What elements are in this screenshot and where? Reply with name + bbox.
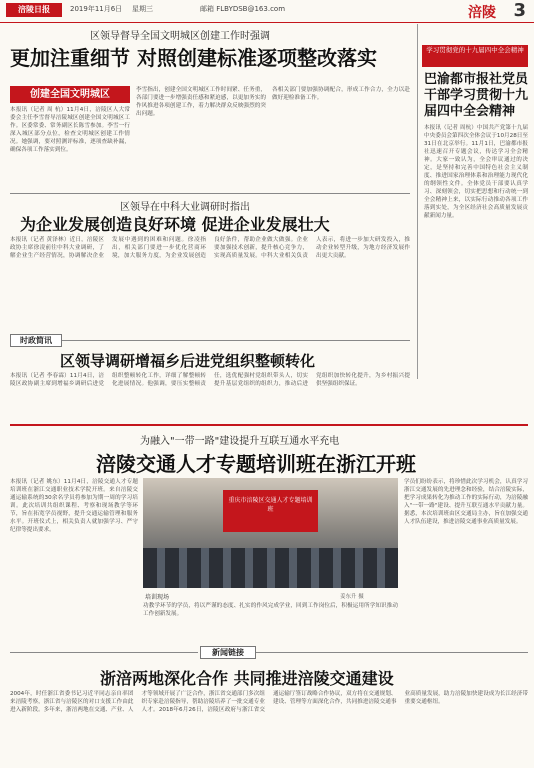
story4-body: 2004年，时任浙江省委书记习近平同志亲自率团来涪陵考察，浙江省与涪陵区的对口支援工作由此进入新阶段。多年来，浙涪两地在交通、产业、人才等领域开展了广泛合作，浙江省交通部门多次组织专家赴涪陵指导，帮助涪陵培养了一批交通专业人才。2018年6月26日，涪陵区政府与浙江省交通运输厅签订战略合作协议，双方将在交通规划、建设、管理等方面深化合作，共同推进涪陵交通事业高质量发展，助力涪陵加快建设成为长江经济带重要交通枢纽。: [10, 691, 528, 713]
story2-rule: [10, 193, 410, 194]
feature-photo-caption: 培训现场: [145, 594, 170, 601]
masthead: [0, 0, 534, 22]
feature-rule: [10, 424, 528, 426]
editor-email: 邮箱 FLBYDSB@163.com: [200, 5, 286, 13]
top-story-banner: 创建全国文明城区: [10, 86, 130, 103]
story2-headline: 为企业发展创造良好环境 促进企业发展壮大: [20, 215, 330, 234]
news-link-rule-right: [256, 652, 528, 653]
story4-headline: 浙涪两地深化合作 共同推进涪陵交通建设: [100, 669, 394, 688]
feature-photo: [143, 478, 398, 588]
sidebar-label: 学习贯彻党的十九届四中全会精神: [422, 45, 528, 67]
top-story-col-3: 各相关部门要加强协调配合，形成工作合力，全力以赴做好迎检准备工作。: [272, 87, 410, 101]
sidebar-divider: [417, 24, 418, 379]
feature-body-bottom: 功教学环节的学员，将以严谨的态度、扎实的作风完成学业，回到工作岗位后，积极运用所学知识推动工作创新发展。: [143, 603, 398, 617]
story2-kicker: 区领导在中科大业调研时指出: [120, 202, 250, 213]
photo-banner-text: 重庆市涪陵区交通人才专题培训班: [228, 497, 313, 513]
story3-body: 本报讯（记者 李春霖）11月4日，涪陵区政协副主席到增福乡调研后进党组织整顿转化工作，详细了解整顿转化进展情况。他强调，要压实整顿责任，选优配强村党组织带头人，切实提升基层党组织的组织力，推动后进党组织加快转化提升，为乡村振兴提供坚强组织保证。: [10, 373, 410, 387]
feature-headline: 涪陵交通人才专题培训班在浙江开班: [96, 452, 416, 476]
section-name: 涪陵: [468, 5, 496, 21]
issue-date: 2019年11月6日: [70, 5, 123, 13]
feature-photo-credit: 姜东升 摄: [340, 594, 364, 600]
masthead-rule: [0, 22, 534, 23]
top-story-kicker: 区领导督导全国文明城区创建工作时强调: [90, 31, 270, 42]
photo-banner-panel: [223, 490, 318, 532]
sidebar-body: 本报讯（记者 周杭）中国共产党第十九届中央委员会第四次全体会议于10月28日至31日在北京举行。11月1日，巴渝都市报社迅速召开专题会议，传达学习全会精神。大家一致认为，全会审议通过的决定，是坚持和完善中国特色社会主义制度、推进国家治理体系和治理能力现代化的纲领性文件。全体党员干部要认真学习、深刻领会，切实把思想和行动统一到全会精神上来，以实际行动推动各项工作落到实处，为全区经济社会高质量发展贡献新闻力量。: [424, 125, 528, 219]
top-story-headline: 更加注重细节 对照创建标准逐项整改落实: [10, 46, 377, 70]
page-number: 3: [513, 0, 526, 21]
column-tag-news-link: 新闻链接: [200, 646, 256, 659]
story2-body: 本报讯（记者 黄泽林）近日，涪陵区政协主席徐凌前往中科大业调研，了解企业生产经营情况，协调解决企业发展中遇到的困难和问题。徐凌指出，相关部门要进一步优化营商环境，加大服务力度，为企业发展创造良好条件，帮助企业做大做强。企业要加强技术创新，提升核心竞争力，实现高质量发展。中科大业相关负责人表示，将进一步加大研发投入，推动企业转型升级，为地方经济发展作出更大贡献。: [10, 237, 410, 259]
column-tag-briefs: 时政简讯: [10, 334, 62, 347]
top-story-col-1: 本报讯（记者 周 杭）11月4日，涪陵区人大常委会主任李雪督导涪陵城区创建全国文明城区工作。区委常委、常务副区长陈雪参加。李雪一行深入城区部分点位，检查文明城区创建工作情况。她强调，要对照测评标准，逐项查缺补漏，确保各项工作落实到位。: [10, 107, 130, 153]
feature-kicker: 为融入"一带一路"建设提升互联互通水平充电: [140, 436, 340, 447]
newspaper-logo: 涪陵日报: [6, 3, 62, 17]
photo-audience: [143, 548, 398, 588]
issue-weekday: 星期三: [132, 5, 153, 13]
feature-body-right: 学员们纷纷表示，将珍惜此次学习机会，认真学习浙江交通发展的先进理念和经验，结合涪陵实际，把学习成果转化为推动工作的实际行动，为涪陵融入"一带一路"建设、提升互联互通水平贡献力量。据悉，本次培训班由区交通局主办，旨在加强交通人才队伍建设，推进涪陵交通事业高质量发展。: [404, 479, 528, 525]
briefs-rule: [62, 340, 410, 341]
story3-headline: 区领导调研增福乡后进党组织整顿转化: [60, 352, 316, 370]
feature-body-left: 本报讯（记者 姚东）11月4日，涪陵交通人才专题培训班在浙江交通职业技术学院开班。来自涪陵交通运输系统的30余名学员将参加为期一周的学习培训。此次培训共组织课程、考察和现场教学等环节，旨在拓宽学员视野，提升交通运输管理和服务水平。开班仪式上，相关负责人就加强学习、严守纪律等提出要求。: [10, 479, 138, 533]
sidebar-title: 巴渝都市报社党员干部学习贯彻十九届四中全会精神: [424, 72, 529, 119]
news-link-rule-left: [10, 652, 198, 653]
top-story-col-2: 李雪指出，创建全国文明城区工作时间紧、任务重，各部门要进一步增强责任感和紧迫感，以更加务实的作风推进各项创建工作，着力解决群众反映强烈的突出问题。: [136, 87, 266, 117]
